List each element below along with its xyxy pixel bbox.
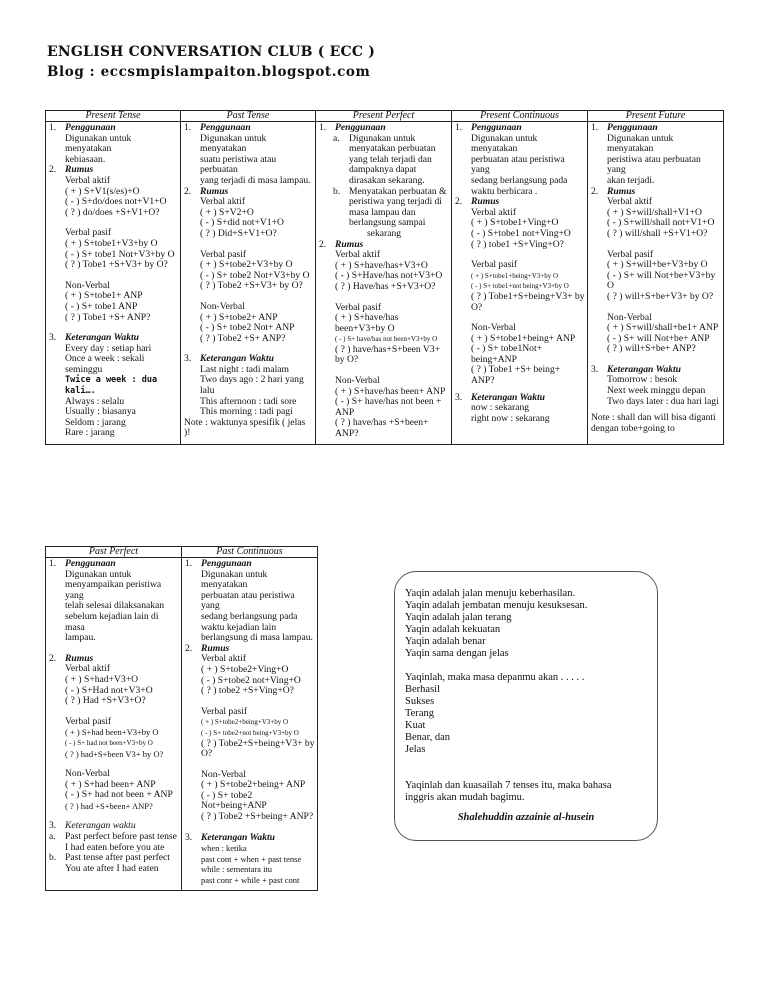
text-line: right now : sekarang <box>471 412 550 424</box>
section-heading: Penggunaan <box>200 122 251 133</box>
text-line: Verbal aktif <box>201 653 247 665</box>
col-header-past-perfect: Past Perfect <box>46 547 182 558</box>
section-number: 3. <box>184 353 192 365</box>
text-line: lampau. <box>65 632 96 644</box>
formula-line: ( ? ) Did+S+V1+O? <box>200 227 277 239</box>
text-line: Non-Verbal <box>607 311 652 323</box>
formula-line: ( - ) S+ tobe2 Not+ ANP <box>200 322 295 334</box>
section-heading: Keterangan Waktu <box>65 332 140 344</box>
formula-line: ( ? ) had+S+been V3+ by O? <box>65 748 164 759</box>
section-number: 1. <box>49 558 57 569</box>
tenses-table-top <box>45 110 724 445</box>
text-line: Verbal pasif <box>65 715 112 727</box>
formula-line: ( ? ) do/does +S+V1+O? <box>65 206 160 218</box>
quote-line: Yaqin adalah kekuatan <box>405 624 501 635</box>
section-number: 1. <box>455 122 463 133</box>
text-line: kebiasaan. <box>65 153 106 165</box>
text-line: Twice a week : dua kali…. <box>65 375 158 397</box>
formula-line: ( ? ) tobe2 +S+Ving+O? <box>201 685 294 697</box>
formula-line: ( + ) S+will/shall+be1+ ANP <box>607 322 719 334</box>
text-line: dirasakan sekarang. <box>349 174 425 186</box>
section-heading: Rumus <box>200 185 229 197</box>
formula-line: ( ? ) Tobe1 +S+V3+ by O? <box>65 259 168 271</box>
text-line: Verbal aktif <box>607 196 653 208</box>
formula-line: ( + ) S+tobe2+Ving+O <box>201 663 289 675</box>
text-line: You ate after I had eaten <box>65 862 159 874</box>
col-header-present-continuous: Present Continuous <box>452 111 588 122</box>
quote-line: inggris akan mudah bagimu. <box>405 792 525 803</box>
formula-line: ( + ) S+V1(s/es)+O <box>65 185 140 197</box>
text-line: peristiwa yang terjadi di <box>349 196 442 208</box>
formula-line: ( ? ) had +S+been+ ANP? <box>65 800 153 811</box>
formula-line: ( + ) S+tobe2+V3+by O <box>200 259 293 271</box>
formula-line: ( + ) S+tobe1+being+V3+by O <box>471 271 559 280</box>
section-heading: Keterangan Waktu <box>607 363 682 375</box>
formula-line: ( ? ) Tobe1 +S+ being+ ANP? <box>471 364 561 387</box>
formula-line: ( - ) S+ will Not+be+ ANP <box>607 332 710 344</box>
text-line: yang telah terjadi dan <box>349 153 432 165</box>
quote-line: Yaqinlah dan kuasailah 7 tenses itu, maka bahasa <box>405 780 612 791</box>
formula-line: ( ? ) tobe1 +S+Ving+O? <box>471 238 564 250</box>
text-line: Non-Verbal <box>201 768 246 780</box>
quote-line: Kuat <box>405 720 426 731</box>
formula-line: ( - ) S+Have/has not+V3+O <box>335 270 443 282</box>
text-line: Always : selalu <box>65 395 125 407</box>
formula-line: ( - ) S+ tobe1Not+ being+ANP <box>471 343 543 365</box>
col-header-present-future: Present Future <box>588 111 724 122</box>
text-line: masa lampau dan <box>349 206 416 218</box>
section-heading: Rumus <box>201 642 230 654</box>
text-line: Non-Verbal <box>65 279 110 291</box>
quote-line: Berhasil <box>405 684 440 695</box>
section-heading: Penggunaan <box>201 558 252 569</box>
formula-line: ( ? ) have/has+S+been V3+ by O? <box>335 343 441 366</box>
text-line: Seldom : jarang <box>65 416 126 428</box>
text-line: sebelum kejadian lain di masa <box>65 610 159 633</box>
section-heading: Penggunaan <box>335 122 386 133</box>
formula-line: ( ? ) Have/has +S+V3+O? <box>335 280 436 292</box>
list-marker: a. <box>49 831 56 843</box>
section-heading: Rumus <box>335 238 364 250</box>
formula-line: ( + ) S+tobe1+V3+by O <box>65 237 158 249</box>
text-line: Verbal pasif <box>200 248 247 260</box>
text-line: sedang berlangsung pada <box>471 174 568 186</box>
section-number: 1. <box>184 122 192 133</box>
section-number: 3. <box>455 391 463 403</box>
text-line: Verbal pasif <box>335 301 382 313</box>
formula-line: ( + ) S+tobe1+ ANP <box>65 290 143 302</box>
formula-line: ( + ) S+tobe1+Ving+O <box>471 217 559 229</box>
section-number: 1. <box>49 122 57 133</box>
section-heading: Rumus <box>471 196 500 208</box>
formula-line: ( - ) S+ tobe1+not being+V3+by O <box>471 282 569 291</box>
section-number: 1. <box>185 558 193 569</box>
text-line: Verbal aktif <box>65 663 111 675</box>
text-line: waktu kejadian lain <box>201 621 277 633</box>
section-heading: Penggunaan <box>607 122 658 133</box>
text-line: Every day : setiap hari <box>65 342 152 354</box>
col-header-present-tense: Present Tense <box>46 111 181 122</box>
col-header-present-perfect: Present Perfect <box>316 111 452 122</box>
text-line: perbuatan atau peristiwa yang <box>201 589 295 612</box>
note-line: dengan tobe+going to <box>591 422 675 434</box>
formula-line: ( + ) S+had been+ ANP <box>65 778 156 790</box>
text-line: Non-Verbal <box>471 322 516 334</box>
text-line: now : sekarang <box>471 402 530 414</box>
quote-line: Yaqin adalah jalan menuju keberhasilan. <box>405 588 576 599</box>
text-line: while : sementara itu <box>201 864 273 875</box>
section-heading: Keterangan Waktu <box>471 391 546 403</box>
text-line: menyampaikan peristiwa yang <box>65 579 162 601</box>
text-line: waktu berbicara . <box>471 185 538 197</box>
formula-line: ( + ) S+tobe2+being+V3+by O <box>201 718 289 727</box>
text-line: Verbal pasif <box>607 248 654 260</box>
formula-line: ( - ) S+will/shall not+V1+O <box>607 217 715 229</box>
formula-line: ( ? ) will/shall +S+V1+O? <box>607 227 708 239</box>
list-marker: a. <box>333 132 340 144</box>
text-line: Verbal pasif <box>65 227 112 239</box>
section-number: 1. <box>319 122 327 133</box>
text-line: Digunakan untuk menyatakan <box>201 568 268 591</box>
formula-line: ( - ) S+ have/has not been+V3+by O <box>335 335 438 344</box>
section-number: 3. <box>49 820 57 832</box>
quote-line: Terang <box>405 708 434 719</box>
text-line: Past perfect before past tense <box>65 831 177 843</box>
text-line: I had eaten before you ate <box>65 841 165 853</box>
text-line: Next week minggu depan <box>607 385 706 397</box>
formula-line: ( ? ) Tobe1 +S+ ANP? <box>65 311 151 323</box>
quote-line: Benar, dan <box>405 732 451 743</box>
text-line: sedang berlangsung pada <box>201 610 298 622</box>
note-line: Note : waktunya spesifik ( jelas )! <box>184 416 306 439</box>
quote-line: Yaqin adalah jalan terang <box>405 612 512 623</box>
text-line: Last night : tadi malam <box>200 363 289 375</box>
formula-line: ( + ) S+will/shall+V1+O <box>607 206 702 218</box>
blog-address: Blog : eccsmpislampaiton.blogspot.com <box>47 64 371 80</box>
text-line: sekarang <box>366 227 402 239</box>
formula-line: ( - ) S+ will Not+be+V3+by O <box>607 269 716 292</box>
cell-present-future <box>588 122 724 445</box>
text-line: Non-Verbal <box>200 300 245 312</box>
text-line: Digunakan untuk menyatakan <box>471 132 538 155</box>
cell-present-continuous <box>452 122 588 445</box>
formula-line: ( + ) S+had been+V3+by O <box>65 727 159 738</box>
formula-line: ( - ) S+did not+V1+O <box>200 217 284 229</box>
text-line: peristiwa atau perbuatan yang <box>607 153 701 176</box>
section-number: 2. <box>319 238 327 250</box>
section-number: 3. <box>49 332 57 344</box>
formula-line: ( ? ) Tobe2 +S+ ANP? <box>200 332 286 344</box>
note-line: Note : shall dan will bisa diganti <box>591 412 716 424</box>
text-line: Digunakan untuk menyatakan <box>65 132 132 155</box>
formula-line: ( ? ) have/has +S+been+ ANP? <box>335 417 429 440</box>
formula-line: ( + ) S+tobe2+ ANP <box>200 311 278 323</box>
text-line: akan terjadi. <box>607 174 655 186</box>
text-line: berlangsung di masa lampau. <box>201 632 313 644</box>
formula-line: ( + ) S+have/has been+V3+by O <box>335 312 399 334</box>
text-line: Digunakan untuk menyatakan <box>200 132 267 155</box>
section-number: 2. <box>591 185 599 197</box>
quote-line: Yaqin adalah jembatan menuju kesuksesan. <box>405 600 588 611</box>
formula-line: ( + ) S+V2+O <box>200 206 254 218</box>
section-heading: Rumus <box>65 652 94 664</box>
section-heading: Penggunaan <box>471 122 522 133</box>
section-heading: Penggunaan <box>65 122 116 133</box>
formula-line: ( - ) S+ tobe2+not being+V3+by O <box>201 728 299 737</box>
section-heading: Keterangan waktu <box>65 820 136 832</box>
list-marker: b. <box>49 852 57 864</box>
section-number: 2. <box>184 185 192 197</box>
text-line: past cont + when + past tense <box>201 853 302 864</box>
text-line: berlangsung sampai <box>349 217 426 229</box>
text-line: Verbal aktif <box>65 174 111 186</box>
formula-line: ( ? ) will+S+be+V3+ by O? <box>607 290 714 302</box>
text-line: when : ketika <box>201 843 247 854</box>
text-line: Verbal pasif <box>201 705 248 717</box>
tenses-table-bottom <box>45 546 318 891</box>
motivation-quote-box <box>394 571 658 841</box>
formula-line: ( - ) S+Had not+V3+O <box>65 684 153 696</box>
section-number: 3. <box>591 363 599 375</box>
quote-author: Shalehuddin azzainie al-husein <box>457 812 595 823</box>
text-line: Non-Verbal <box>335 375 380 387</box>
text-line: Digunakan untuk <box>65 568 132 580</box>
text-line: suatu peristiwa atau perbuatan <box>200 153 277 176</box>
formula-line: ( - ) S+tobe2 not+Ving+O <box>201 674 301 686</box>
quote-line: Yaqin sama dengan jelas <box>405 648 509 659</box>
section-number: 1. <box>591 122 599 133</box>
formula-line: ( - ) S+ tobe1 ANP <box>65 300 138 312</box>
formula-line: ( + ) S+tobe1+being+ ANP <box>471 332 576 344</box>
text-line: Rare : jarang <box>65 427 115 439</box>
section-number: 2. <box>49 652 57 664</box>
document-title: ENGLISH CONVERSATION CLUB ( ECC ) <box>47 44 376 60</box>
section-heading: Rumus <box>607 185 636 197</box>
text-line: This morning : tadi pagi <box>200 406 293 418</box>
text-line: Non-Verbal <box>65 768 110 780</box>
quote-line: Jelas <box>405 744 426 755</box>
cell-past-continuous <box>182 558 318 891</box>
quote-line: Yaqinlah, maka masa depanmu akan . . . . . <box>405 672 585 683</box>
formula-line: ( ? ) Tobe2 +S+V3+ by O? <box>200 280 303 292</box>
text-line: This afternoon : tadi sore <box>200 395 297 407</box>
section-number: 2. <box>455 196 463 208</box>
text-line: Once a week : sekali seminggu <box>65 353 145 375</box>
formula-line: ( + ) S+had+V3+O <box>65 673 139 685</box>
section-heading: Rumus <box>65 164 94 176</box>
quote-line: Sukses <box>405 696 435 707</box>
formula-line: ( + ) S+have/has+V3+O <box>335 259 428 271</box>
section-number: 3. <box>185 831 193 843</box>
cell-present-tense <box>46 122 181 445</box>
formula-line: ( + ) S+have/has been+ ANP <box>335 385 446 397</box>
formula-line: ( + ) S+will+be+V3+by O <box>607 259 708 271</box>
text-line: Verbal aktif <box>471 206 517 218</box>
text-line: menyatakan perbuatan <box>349 143 436 155</box>
formula-line: ( ? ) Tobe2+S+being+V3+ by O? <box>201 737 315 760</box>
text-line: dampaknya dapat <box>349 164 417 176</box>
text-line: Tomorrow : besok <box>607 374 678 386</box>
formula-line: ( - ) S+ tobe2 Not+V3+by O <box>200 269 310 281</box>
formula-line: ( - ) S+ had not been + ANP <box>65 789 173 801</box>
section-heading: Penggunaan <box>65 558 116 569</box>
formula-line: ( - ) S+ had not been+V3+by O <box>65 738 153 747</box>
text-line: Two days ago : 2 hari yang lalu <box>200 374 304 397</box>
formula-line: ( ? ) will+S+be+ ANP? <box>607 343 696 355</box>
formula-line: ( - ) S+ have/has not been + ANP <box>335 396 442 418</box>
section-heading: Keterangan Waktu <box>201 831 276 843</box>
formula-line: ( ? ) Tobe1+S+being+V3+ by O? <box>471 290 585 313</box>
formula-line: ( - ) S+tobe1 not+Ving+O <box>471 227 571 239</box>
list-marker: b. <box>333 185 341 197</box>
formula-line: ( - ) S+do/does not+V1+O <box>65 196 167 208</box>
col-header-past-tense: Past Tense <box>181 111 316 122</box>
text-line: yang terjadi di masa lampau. <box>200 174 311 186</box>
section-number: 2. <box>49 164 57 176</box>
formula-line: ( - ) S+ tobe2 Not+being+ANP <box>201 789 267 812</box>
formula-line: ( + ) S+tobe2+being+ ANP <box>201 779 306 791</box>
text-line: past conr + while + past cont <box>201 875 300 886</box>
formula-line: ( ? ) Had +S+V3+O? <box>65 695 146 707</box>
quote-line: Yaqin adalah benar <box>405 636 486 647</box>
formula-line: ( ? ) Tobe2 +S+being+ ANP? <box>201 811 314 823</box>
text-line: Usually : biasanya <box>65 406 136 418</box>
cell-present-perfect <box>316 122 452 445</box>
text-line: telah selesai dilaksanakan <box>65 600 165 612</box>
section-number: 2. <box>185 642 193 654</box>
text-line: Verbal pasif <box>471 259 518 271</box>
text-line: Digunakan untuk menyatakan <box>607 132 674 155</box>
text-line: perbuatan atau peristiwa yang <box>471 153 565 176</box>
text-line: Menyatakan perbuatan & <box>349 185 447 197</box>
text-line: Verbal aktif <box>200 196 246 208</box>
text-line: Past tense after past perfect <box>65 852 170 864</box>
cell-past-tense <box>181 122 316 445</box>
cell-past-perfect <box>46 558 182 891</box>
formula-line: ( - ) S+ tobe1 Not+V3+by O <box>65 248 175 260</box>
text-line: Verbal aktif <box>335 249 381 261</box>
col-header-past-continuous: Past Continuous <box>182 547 318 558</box>
text-line: Digunakan untuk <box>349 132 416 144</box>
text-line: Two days later : dua hari lagi <box>607 395 719 407</box>
section-heading: Keterangan Waktu <box>200 353 275 365</box>
